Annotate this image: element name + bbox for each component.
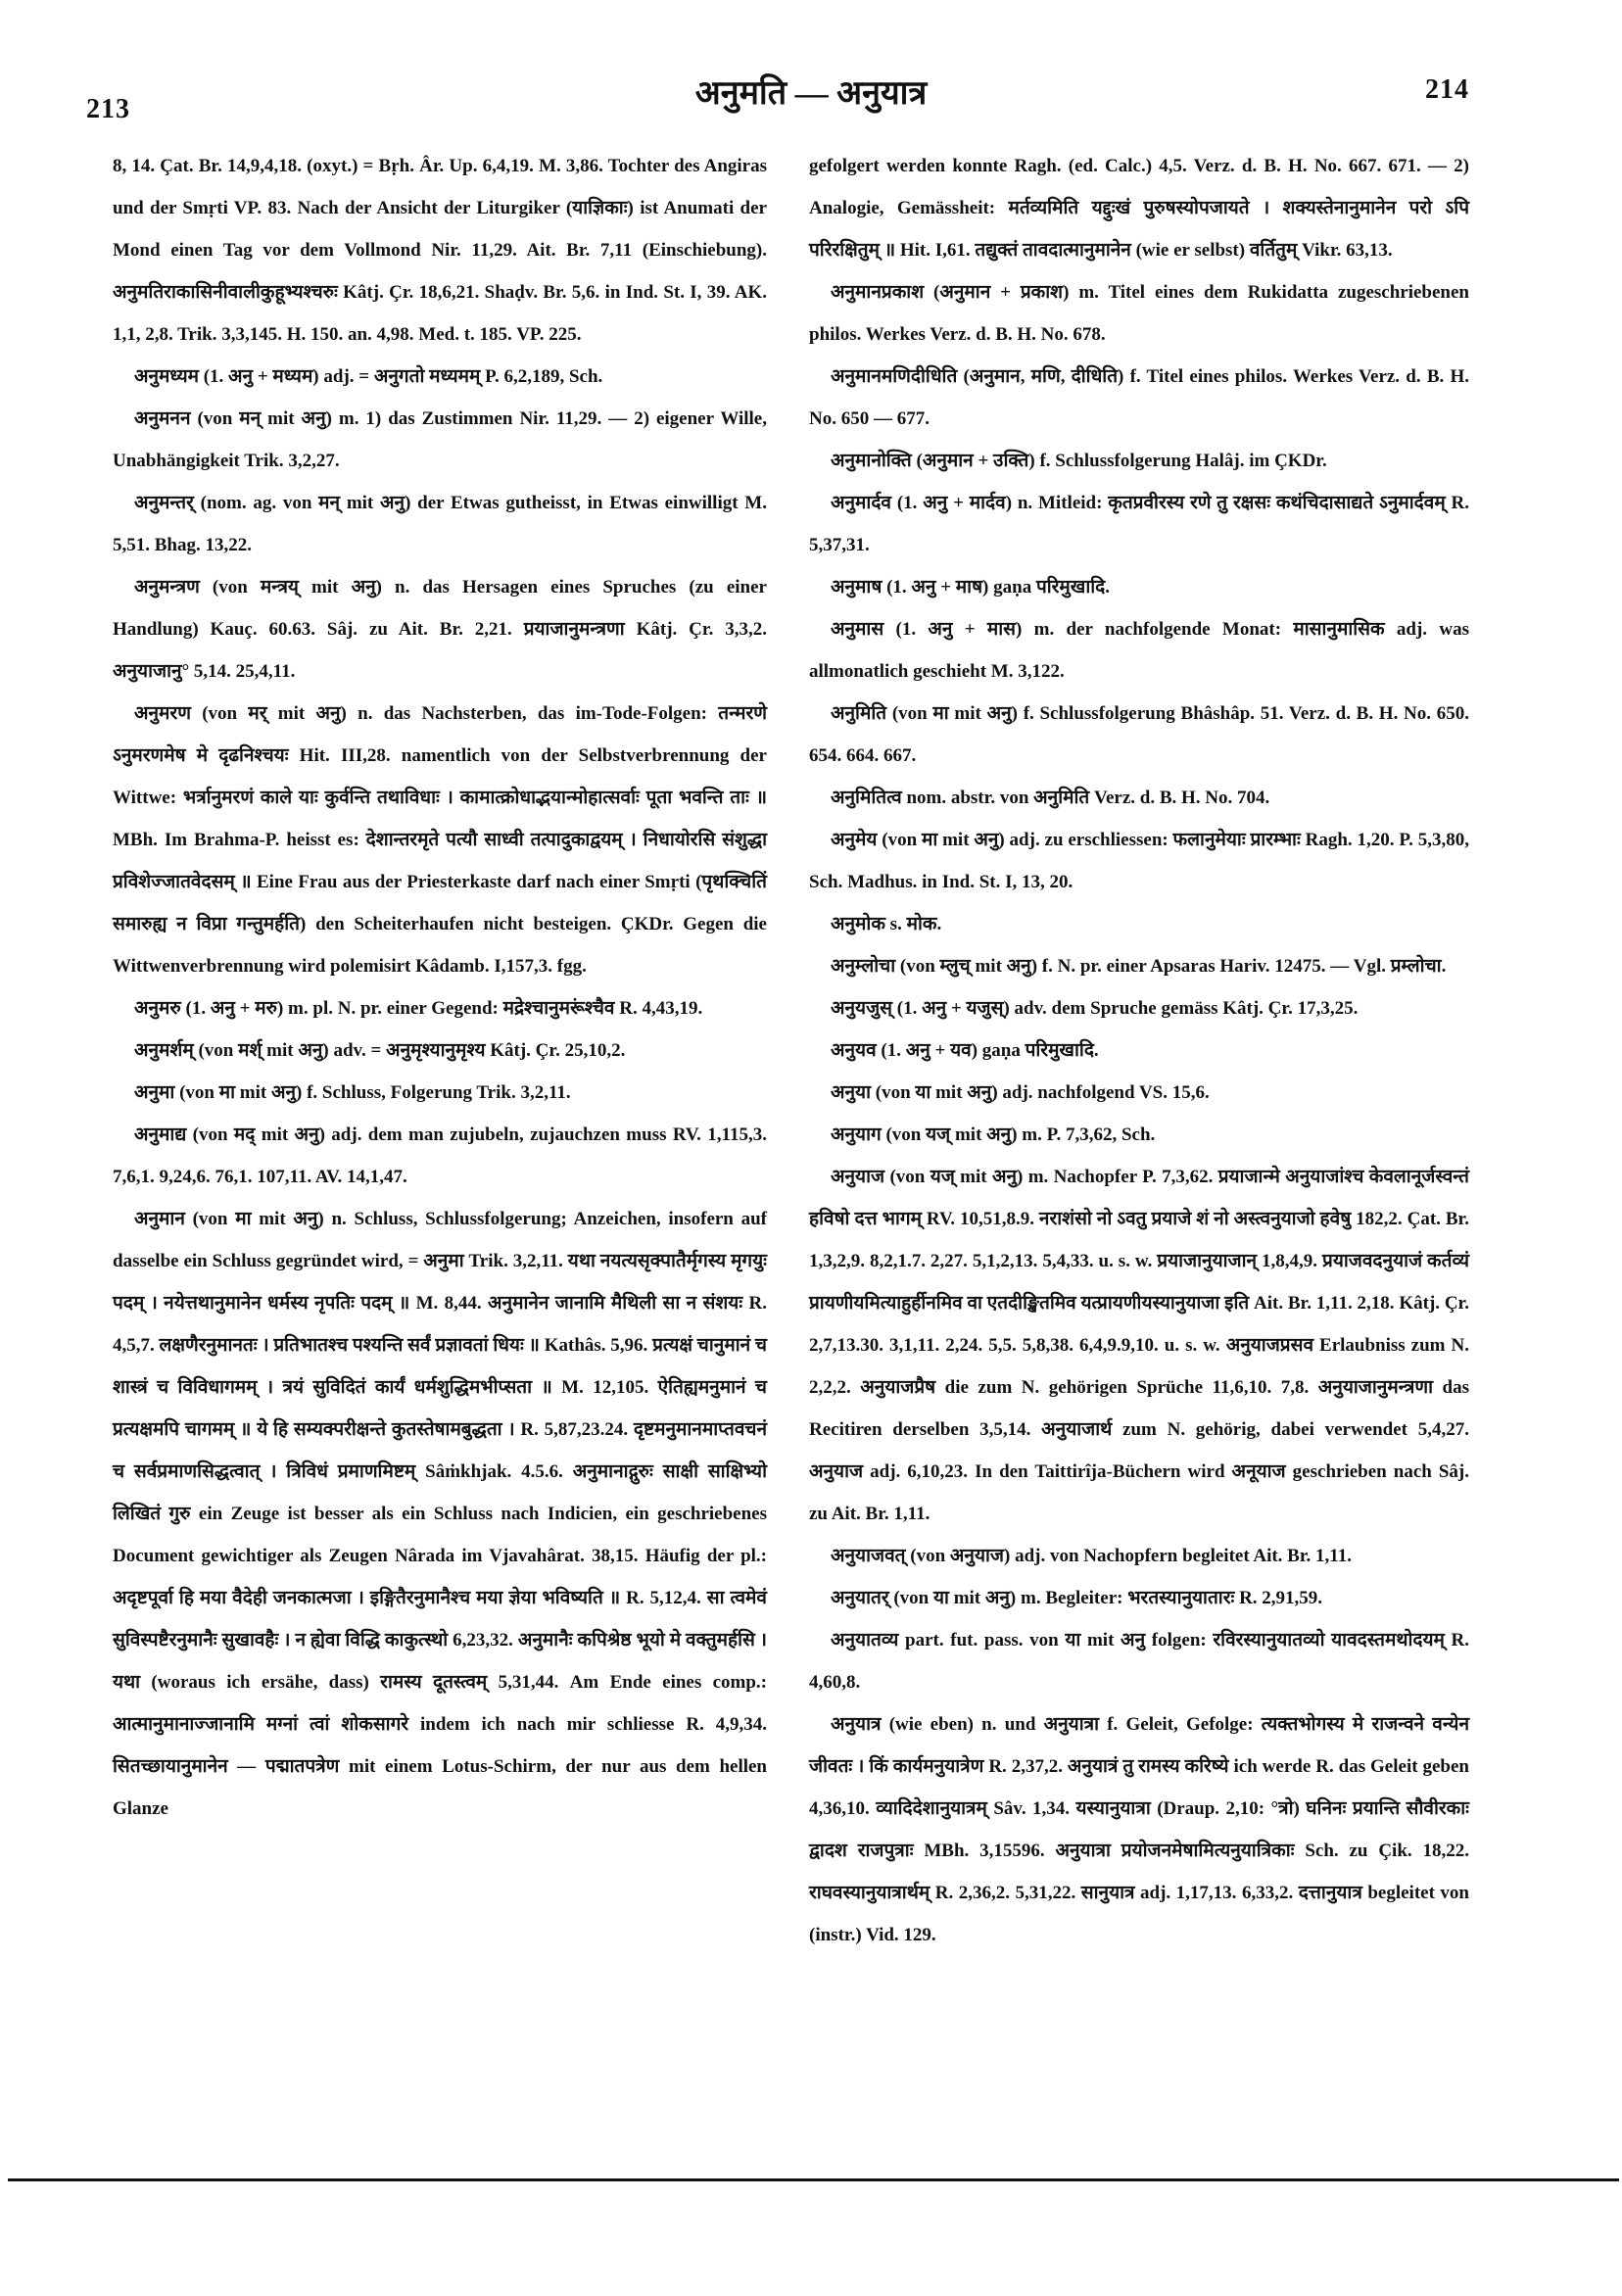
dictionary-entry: अनुयाज (von यज् mit अनु) m. Nachopfer P. 7,3,62. प्रयाजान्मे अनुयाजांश्च केवलानूर्जस्वन्तं हविषो दत्त भागम् RV. 10,51,8.9. नराशंसो नो ऽवतु प्रयाजे शं नो अस्त्वनुयाजो हवेषु 182,2. Çat. Br. 1,3,2,9. 8,2,1.7. 2,27. 5,1,2,13. 5,4,33. u. s. w. प्रयाजानुयाजान् 1,8,4,9. प्रयाजवदनुयाजं कर्तव्यं प्रायणीयमित्याहुर्हीनमिव वा एतदीङ्खितमिव यत्प्रायणीयस्यानुयाजा इति Ait. Br. 1,11. 2,18. Kâtj. Çr. 2,7,13.30. 3,1,11. 2,24. 5,5. 5,8,38. 6,4,9.9,10. u. s. w. अनुयाजप्रसव Erlaubniss zum N. 2,2,2. अनुयाजप्रैष die zum N. gehörigen Sprüche 11,6,10. 7,8. अनुयाजानुमन्त्रणा das Recitiren derselben 3,5,14. अनुयाजार्थ zum N. gehörig, dabei verwendet 5,4,27. अनुयाज adj. 6,10,23. In den Taittirîja-Büchern wird अनूयाज geschrieben nach Sâj. zu Ait. Br. 1,11.: [809, 1167, 1469, 1524]
dictionary-entry: अनुया (von या mit अनु) adj. nachfolgend VS. 15,6.: [831, 1082, 1210, 1103]
dictionary-entry: अनुयात्र (wie eben) n. und अनुयात्रा f. Geleit, Gefolge: त्यक्तभोगस्य मे राजन्वने वन्येन जीवतः । किं कार्यमनुयात्रेण R. 2,37,2. अनुयात्रं तु रामस्य करिष्ये ich werde R. das Geleit geben 4,36,10. व्यादिदेशानुयात्रम् Sâv. 1,34. यस्यानुयात्रा (Draup. 2,10: °त्रो) घनिनः प्रयान्ति सौवीरकाः द्वादश राजपुत्राः MBh. 3,15596. अनुयात्रा प्रयोजनमेषामित्यनुयात्रिकाः Sch. zu Çik. 18,22. राघवस्यानुयात्रार्थम् R. 2,36,2. 5,31,22. सानुयात्र adj. 1,17,13. 6,33,2. दत्तानुयात्र begleitet von (instr.) Vid. 129.: [809, 1714, 1469, 1945]
dictionary-entry: अनुयजुस् (1. अनु + यजुस्) adv. dem Spruche gemäss Kâtj. Çr. 17,3,25.: [831, 998, 1359, 1019]
page-number-left: 213: [86, 94, 130, 124]
dictionary-entry: अनुमिति (von मा mit अनु) f. Schlussfolgerung Bhâshâp. 51. Verz. d. B. H. No. 650. 654. 664. 667.: [809, 703, 1469, 766]
dictionary-entry: अनुयाजवत् (von अनुयाज) adj. von Nachopfern begleitet Ait. Br. 1,11.: [831, 1546, 1352, 1566]
dictionary-entry: अनुमाष (1. अनु + माष) gaṇa परिमुखादि.: [831, 577, 1111, 598]
right-column: [809, 145, 1469, 1956]
dictionary-entry: अनुमरण (von मर् mit अनु) n. das Nachsterben, das im-Tode-Folgen: तन्मरणे ऽनुमरणमेष मे दृढनिश्चयः Hit. III,28. namentlich von der Selbstverbrennung der Wittwe: भर्त्रानुमरणं काले याः कुर्वन्ति तथाविधाः । कामात्क्रोधाद्भयान्मोहात्सर्वाः पूता भवन्ति ताः ॥ MBh. Im Brahma-P. heisst es: देशान्तरमृते पत्यौ साध्वी तत्पादुकाद्वयम् । निधायोरसि संशुद्धा प्रविशेज्जातवेदसम् ॥ Eine Frau aus der Priesterkaste darf nach einer Smṛti (पृथक्चितिं समारुह्य न विप्रा गन्तुमर्हति) den Scheiterhaufen nicht besteigen. ÇKDr. Gegen die Wittwenverbrennung wird polemisirt Kâdamb. I,157,3. fgg.: [113, 703, 767, 977]
dictionary-entry: अनुमार्दव (1. अनु + मार्दव) n. Mitleid: कृतप्रवीरस्य रणे तु रक्षसः कथंचिदासाद्यते ऽनुमार्दवम् R. 5,37,31.: [809, 493, 1469, 555]
dictionary-entry: अनुमरु (1. अनु + मरु) m. pl. N. pr. einer Gegend: मद्रेश्चानुमरूंश्चैव R. 4,43,19.: [134, 998, 703, 1019]
dictionary-entry: अनुमाद्य (von मद् mit अनु) adj. dem man zujubeln, zujauchzen muss RV. 1,115,3. 7,6,1. 9,24,6. 76,1. 107,11. AV. 14,1,47.: [113, 1124, 767, 1187]
dictionary-entry: अनुमानोक्ति (अनुमान + उक्ति) f. Schlussfolgerung Halâj. im ÇKDr.: [831, 451, 1327, 471]
dictionary-entry: अनुयातर् (von या mit अनु) m. Begleiter: भरतस्यानुयातारः R. 2,91,59.: [831, 1588, 1323, 1608]
dictionary-entry: अनुयातव्य part. fut. pass. von या mit अनु folgen: रविरस्यानुयातव्यो यावदस्तमथोदयम् R. 4,60,8.: [809, 1630, 1469, 1693]
dictionary-entry: अनुमन्त्रण (von मन्त्रय् mit अनु) n. das Hersagen eines Spruches (zu einer Handlung) Kauç. 60.63. Sâj. zu Ait. Br. 2,21. प्रयाजानुमन्त्रणा Kâtj. Çr. 3,3,2. अनुयाजानु° 5,14. 25,4,11.: [113, 577, 767, 682]
dictionary-entry: अनुमितित्व nom. abstr. von अनुमिति Verz. d. B. H. No. 704.: [831, 788, 1270, 808]
dictionary-entry: अनुमानमणिदीधिति (अनुमान, मणि, दीधिति) f. Titel eines philos. Werkes Verz. d. B. H. No. 650 — 677.: [809, 366, 1469, 429]
dictionary-entry: अनुमोक s. मोक.: [831, 914, 942, 934]
bottom-rule: [8, 2178, 1619, 2181]
dictionary-entry: अनुमेय (von मा mit अनु) adj. zu erschliessen: फलानुमेयाः प्रारम्भाः Ragh. 1,20. P. 5,3,80, Sch. Madhus. in Ind. St. I, 13, 20.: [809, 830, 1469, 892]
page-number-right: 214: [1425, 74, 1469, 105]
dictionary-entry: अनुमानप्रकाश (अनुमान + प्रकाश) m. Titel eines dem Rukidatta zugeschriebenen philos. Werkes Verz. d. B. H. No. 678.: [809, 282, 1469, 345]
continued-entry: 8, 14. Çat. Br. 14,9,4,18. (oxyt.) = Bṛh. Âr. Up. 6,4,19. M. 3,86. Tochter des Angiras und der Smṛti VP. 83. Nach der Ansicht der Liturgiker (याज्ञिकाः) ist Anumati der Mond einen Tag vor dem Vollmond Nir. 11,29. Ait. Br. 7,11 (Einschiebung). अनुमतिराकासिनीवालीकुहूभ्यश्चरुः Kâtj. Çr. 18,6,21. Shaḍv. Br. 5,6. in Ind. St. I, 39. AK. 1,1, 2,8. Trik. 3,3,145. H. 150. an. 4,98. Med. t. 185. VP. 225.: [113, 156, 767, 345]
dictionary-entry: अनुमर्शम् (von मर्श् mit अनु) adv. = अनुमृश्यानुमृश्य Kâtj. Çr. 25,10,2.: [134, 1040, 626, 1061]
dictionary-entry: अनुमनन (von मन् mit अनु) m. 1) das Zustimmen Nir. 11,29. — 2) eigener Wille, Unabhängigkeit Trik. 3,2,27.: [113, 408, 767, 471]
dictionary-entry: अनुयव (1. अनु + यव) gaṇa परिमुखादि.: [831, 1040, 1099, 1061]
dictionary-entry: अनुम्लोचा (von म्लुच् mit अनु) f. N. pr. einer Apsaras Hariv. 12475. — Vgl. प्रम्लोचा.: [831, 956, 1447, 977]
dictionary-entry: अनुमास (1. अनु + मास) m. der nachfolgende Monat: मासानुमासिक adj. was allmonatlich geschieht M. 3,122.: [809, 619, 1469, 682]
dictionary-entry: अनुयाग (von यज् mit अनु) m. P. 7,3,62, Sch.: [831, 1124, 1156, 1145]
dictionary-entry: अनुमा (von मा mit अनु) f. Schluss, Folgerung Trik. 3,2,11.: [134, 1082, 571, 1103]
dictionary-entry: अनुमन्तर् (nom. ag. von मन् mit अनु) der Etwas gutheisst, in Etwas einwilligt M. 5,51. Bhag. 13,22.: [113, 493, 767, 555]
running-header-title: अनुमति — अनुयात्र: [694, 75, 928, 112]
continued-entry: gefolgert werden konnte Ragh. (ed. Calc.) 4,5. Verz. d. B. H. No. 667. 671. — 2) Analogie, Gemässheit: मर्तव्यमिति यद्दुःखं पुरुषस्योपजायते । शक्यस्तेनानुमानेन परो ऽपि परिरक्षितुम् ॥ Hit. I,61. तद्युक्तं तावदात्मानुमानेन (wie er selbst) वर्तितुम् Vikr. 63,13.: [809, 156, 1469, 261]
left-column: [113, 145, 767, 1830]
dictionary-entry: अनुमान (von मा mit अनु) n. Schluss, Schlussfolgerung; Anzeichen, insofern auf dasselbe ein Schluss gegründet wird, = अनुमा Trik. 3,2,11. यथा नयत्यसृक्पातैर्मृगस्य मृगयुः पदम् । नयेत्तथानुमानेन धर्मस्य नृपतिः पदम् ॥ M. 8,44. अनुमानेन जानामि मैथिली सा न संशयः R. 4,5,7. लक्षणैरनुमानतः । प्रतिभातश्च पश्यन्ति सर्वं प्रज्ञावतां धियः ॥ Kathâs. 5,96. प्रत्यक्षं चानुमानं च शास्त्रं च विविधागमम् । त्रयं सुविदितं कार्यं धर्मशुद्धिमभीप्सता ॥ M. 12,105. ऐतिह्यमनुमानं च प्रत्यक्षमपि चागमम् ॥ ये हि सम्यक्परीक्षन्ते कुतस्तेषामबुद्धता । R. 5,87,23.24. दृष्टमनुमानमाप्तवचनं च सर्वप्रमाणसिद्धत्वात् । त्रिविधं प्रमाणमिष्टम् Sâṁkhjak. 4.5.6. अनुमानाद्गुरुः साक्षी साक्षिभ्यो लिखितं गुरु ein Zeuge ist besser als ein Schluss nach Indicien, ein geschriebenes Document gewichtiger als Zeugen Nârada im Vjavahârat. 38,15. Häufig der pl.: अदृष्टपूर्वा हि मया वैदेही जनकात्मजा । इङ्गितैरनुमानैश्च मया ज्ञेया भविष्यति ॥ R. 5,12,4. सा त्वमेवं सुविस्पष्टैरनुमानैः सुखावहैः । न ह्येवा विद्धि काकुत्स्थो 6,23,32. अनुमानैः कपिश्रेष्ठ भूयो मे वक्तुमर्हसि । यथा (woraus ich ersähe, dass) रामस्य दूतस्त्वम् 5,31,44. Am Ende eines comp.: आत्मानुमानाज्जानामि मग्नां त्वां शोकसागरे indem ich nach mir schliesse R. 4,9,34. सितच्छायानुमानेन — पद्मातपत्रेण mit einem Lotus-Schirm, der nur aus dem hellen Glanze: [113, 1209, 767, 1819]
dictionary-entry: अनुमध्यम (1. अनु + मध्यम) adj. = अनुगतो मध्यमम् P. 6,2,189, Sch.: [134, 366, 603, 387]
